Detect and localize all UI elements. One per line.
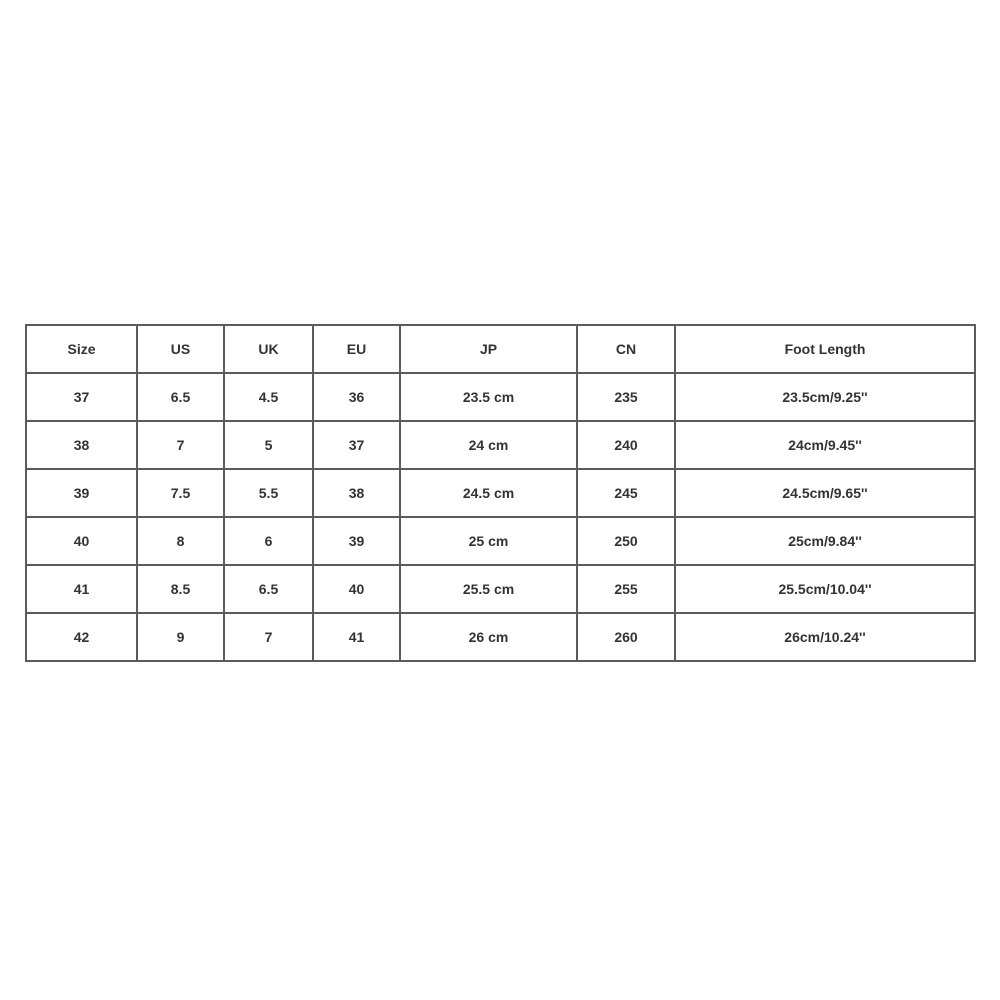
cell-cn: 245 [577,469,675,517]
cell-eu: 39 [313,517,400,565]
table-row [26,565,975,613]
cell-uk: 4.5 [224,373,313,421]
cell-us: 7.5 [137,469,224,517]
table-row [26,469,975,517]
cell-uk: 6 [224,517,313,565]
cell-size: 39 [26,469,137,517]
cell-cn: 255 [577,565,675,613]
cell-jp: 23.5 cm [400,373,577,421]
cell-us: 9 [137,613,224,661]
cell-cn: 250 [577,517,675,565]
cell-eu: 40 [313,565,400,613]
cell-jp: 24 cm [400,421,577,469]
cell-foot-length: 23.5cm/9.25'' [675,373,975,421]
size-chart-table [25,324,976,662]
cell-foot-length: 26cm/10.24'' [675,613,975,661]
cell-size: 38 [26,421,137,469]
cell-us: 6.5 [137,373,224,421]
cell-uk: 6.5 [224,565,313,613]
header-eu: EU [313,325,400,373]
table-row [26,517,975,565]
header-uk: UK [224,325,313,373]
table-row [26,613,975,661]
cell-uk: 5.5 [224,469,313,517]
table-row [26,373,975,421]
cell-jp: 26 cm [400,613,577,661]
table-header-row [26,325,975,373]
cell-foot-length: 24.5cm/9.65'' [675,469,975,517]
header-cn: CN [577,325,675,373]
cell-jp: 25.5 cm [400,565,577,613]
cell-us: 8 [137,517,224,565]
cell-size: 42 [26,613,137,661]
cell-eu: 36 [313,373,400,421]
cell-size: 40 [26,517,137,565]
cell-jp: 25 cm [400,517,577,565]
cell-foot-length: 25cm/9.84'' [675,517,975,565]
cell-foot-length: 24cm/9.45'' [675,421,975,469]
cell-eu: 41 [313,613,400,661]
header-size: Size [26,325,137,373]
header-us: US [137,325,224,373]
header-foot-length: Foot Length [675,325,975,373]
cell-eu: 38 [313,469,400,517]
cell-cn: 260 [577,613,675,661]
cell-uk: 7 [224,613,313,661]
cell-jp: 24.5 cm [400,469,577,517]
cell-cn: 240 [577,421,675,469]
header-jp: JP [400,325,577,373]
cell-us: 8.5 [137,565,224,613]
cell-us: 7 [137,421,224,469]
table-row [26,421,975,469]
cell-uk: 5 [224,421,313,469]
cell-cn: 235 [577,373,675,421]
cell-eu: 37 [313,421,400,469]
cell-foot-length: 25.5cm/10.04'' [675,565,975,613]
cell-size: 41 [26,565,137,613]
cell-size: 37 [26,373,137,421]
